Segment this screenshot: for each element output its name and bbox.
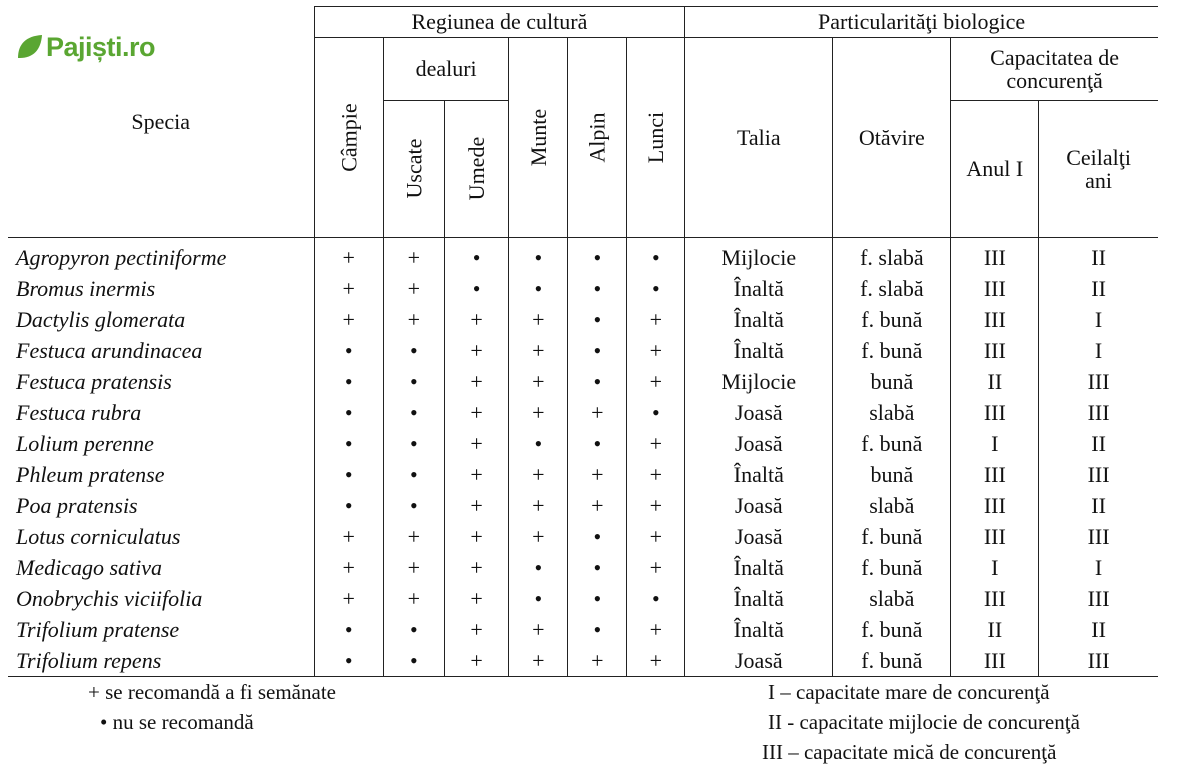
munte-cell: + <box>509 304 568 335</box>
alpin-cell: + <box>568 645 627 677</box>
umede-cell: + <box>444 645 509 677</box>
talia-cell: Mijlocie <box>685 238 833 274</box>
table-row <box>8 583 1158 614</box>
talia-cell: Joasă <box>685 645 833 677</box>
species-name: Phleum pratense <box>8 459 314 490</box>
munte-cell: + <box>509 459 568 490</box>
ceilalti-cell: III <box>1039 397 1158 428</box>
talia-cell: Joasă <box>685 490 833 521</box>
species-name: Trifolium pratense <box>8 614 314 645</box>
talia-cell: Joasă <box>685 521 833 552</box>
alpin-cell: + <box>568 490 627 521</box>
campie-cell: • <box>314 490 383 521</box>
lunci-cell: + <box>627 335 685 366</box>
munte-cell: • <box>509 428 568 459</box>
table-row <box>8 335 1158 366</box>
lunci-cell: • <box>627 583 685 614</box>
otavire-cell: f. bună <box>833 614 951 645</box>
munte-cell: + <box>509 335 568 366</box>
munte-cell: • <box>509 238 568 274</box>
logo-text: Pajiști.ro <box>46 31 156 62</box>
munte-cell: • <box>509 273 568 304</box>
otavire-cell: slabă <box>833 490 951 521</box>
otavire-header: Otăvire <box>833 38 951 238</box>
umede-cell: + <box>444 428 509 459</box>
legend-dot: • nu se recomandă <box>100 710 254 734</box>
lunci-cell: + <box>627 521 685 552</box>
alpin-cell: • <box>568 614 627 645</box>
species-name: Lotus corniculatus <box>8 521 314 552</box>
umede-cell: + <box>444 366 509 397</box>
lunci-cell: + <box>627 490 685 521</box>
lunci-header: Lunci <box>627 38 685 238</box>
anul1-cell: III <box>951 397 1039 428</box>
table-row <box>8 459 1158 490</box>
ceilalti-cell: II <box>1039 238 1158 274</box>
lunci-cell: + <box>627 645 685 677</box>
species-name: Lolium perenne <box>8 428 314 459</box>
alpin-cell: • <box>568 304 627 335</box>
ceilalti-cell: I <box>1039 335 1158 366</box>
lunci-cell: + <box>627 459 685 490</box>
table-row <box>8 238 1158 274</box>
umede-header: Umede <box>444 101 509 238</box>
umede-cell: + <box>444 397 509 428</box>
campie-cell: • <box>314 335 383 366</box>
bio-group-header: Particularităţi biologice <box>685 7 1158 38</box>
munte-cell: + <box>509 645 568 677</box>
otavire-cell: f. bună <box>833 428 951 459</box>
umede-cell: + <box>444 304 509 335</box>
alpin-cell: • <box>568 583 627 614</box>
uscate-cell: + <box>383 273 444 304</box>
ceilalti-cell: III <box>1039 645 1158 677</box>
capacitate-header: Capacitatea de concurenţă <box>951 38 1158 101</box>
campie-cell: + <box>314 521 383 552</box>
table-row <box>8 645 1158 677</box>
uscate-cell: • <box>383 490 444 521</box>
campie-cell: + <box>314 304 383 335</box>
uscate-cell: • <box>383 366 444 397</box>
otavire-cell: bună <box>833 366 951 397</box>
alpin-cell: • <box>568 521 627 552</box>
table-row <box>8 366 1158 397</box>
campie-cell: • <box>314 645 383 677</box>
otavire-cell: slabă <box>833 583 951 614</box>
alpin-cell: • <box>568 428 627 459</box>
anul1-cell: III <box>951 238 1039 274</box>
uscate-cell: + <box>383 238 444 274</box>
otavire-cell: f. slabă <box>833 238 951 274</box>
species-name: Bromus inermis <box>8 273 314 304</box>
uscate-cell: + <box>383 583 444 614</box>
uscate-cell: + <box>383 521 444 552</box>
anul1-cell: I <box>951 552 1039 583</box>
species-name: Festuca pratensis <box>8 366 314 397</box>
munte-cell: + <box>509 490 568 521</box>
legend-cap2: II - capacitate mijlocie de concurenţă <box>768 710 1080 734</box>
umede-cell: + <box>444 614 509 645</box>
anul1-cell: III <box>951 583 1039 614</box>
talia-cell: Înaltă <box>685 459 833 490</box>
legend-cap1: I – capacitate mare de concurenţă <box>768 680 1050 704</box>
ceilalti-cell: III <box>1039 583 1158 614</box>
uscate-cell: + <box>383 552 444 583</box>
ceilalti-cell: II <box>1039 490 1158 521</box>
species-table <box>8 6 1158 677</box>
anul1-cell: II <box>951 366 1039 397</box>
anul1-cell: III <box>951 273 1039 304</box>
alpin-cell: + <box>568 397 627 428</box>
talia-cell: Înaltă <box>685 614 833 645</box>
table-row <box>8 490 1158 521</box>
table-header <box>8 7 1158 238</box>
table-row <box>8 521 1158 552</box>
anul1-cell: III <box>951 490 1039 521</box>
table-row <box>8 428 1158 459</box>
talia-cell: Înaltă <box>685 583 833 614</box>
species-name: Agropyron pectiniforme <box>8 238 314 274</box>
otavire-cell: f. bună <box>833 304 951 335</box>
umede-cell: + <box>444 490 509 521</box>
lunci-cell: • <box>627 273 685 304</box>
talia-cell: Joasă <box>685 397 833 428</box>
campie-cell: • <box>314 614 383 645</box>
umede-cell: • <box>444 273 509 304</box>
table-row <box>8 273 1158 304</box>
campie-cell: + <box>314 238 383 274</box>
species-name: Trifolium repens <box>8 645 314 677</box>
ceilalti-cell: I <box>1039 552 1158 583</box>
otavire-cell: bună <box>833 459 951 490</box>
anul1-cell: I <box>951 428 1039 459</box>
anul1-cell: III <box>951 459 1039 490</box>
uscate-cell: • <box>383 335 444 366</box>
otavire-cell: f. bună <box>833 645 951 677</box>
campie-header: Câmpie <box>314 38 383 238</box>
lunci-cell: • <box>627 397 685 428</box>
species-name: Poa pratensis <box>8 490 314 521</box>
species-name: Festuca rubra <box>8 397 314 428</box>
legend-cap3: III – capacitate mică de concurenţă <box>762 740 1057 764</box>
anul1-header: Anul I <box>951 101 1039 238</box>
species-name: Medicago sativa <box>8 552 314 583</box>
species-name: Onobrychis viciifolia <box>8 583 314 614</box>
uscate-cell: + <box>383 304 444 335</box>
munte-cell: + <box>509 397 568 428</box>
anul1-cell: III <box>951 335 1039 366</box>
talia-cell: Înaltă <box>685 335 833 366</box>
talia-header: Talia <box>685 38 833 238</box>
species-name: Festuca arundinacea <box>8 335 314 366</box>
campie-cell: + <box>314 273 383 304</box>
lunci-cell: + <box>627 614 685 645</box>
munte-header: Munte <box>509 38 568 238</box>
table-row <box>8 397 1158 428</box>
ceilalti-header: Ceilalţi ani <box>1039 101 1158 238</box>
alpin-cell: • <box>568 366 627 397</box>
campie-cell: • <box>314 397 383 428</box>
talia-cell: Mijlocie <box>685 366 833 397</box>
talia-cell: Înaltă <box>685 273 833 304</box>
munte-cell: • <box>509 552 568 583</box>
campie-cell: • <box>314 459 383 490</box>
otavire-cell: f. bună <box>833 335 951 366</box>
campie-cell: + <box>314 552 383 583</box>
otavire-cell: f. slabă <box>833 273 951 304</box>
munte-cell: + <box>509 614 568 645</box>
ceilalti-cell: III <box>1039 459 1158 490</box>
table-row <box>8 552 1158 583</box>
anul1-cell: III <box>951 304 1039 335</box>
alpin-cell: • <box>568 238 627 274</box>
umede-cell: • <box>444 238 509 274</box>
otavire-cell: f. bună <box>833 521 951 552</box>
table-row <box>8 614 1158 645</box>
alpin-cell: • <box>568 273 627 304</box>
ceilalti-cell: II <box>1039 614 1158 645</box>
munte-cell: • <box>509 583 568 614</box>
dealuri-header: dealuri <box>383 38 508 101</box>
anul1-cell: III <box>951 521 1039 552</box>
table-body <box>8 238 1158 677</box>
otavire-cell: slabă <box>833 397 951 428</box>
ceilalti-cell: III <box>1039 521 1158 552</box>
talia-cell: Înaltă <box>685 552 833 583</box>
munte-cell: + <box>509 366 568 397</box>
umede-cell: + <box>444 583 509 614</box>
lunci-cell: + <box>627 366 685 397</box>
species-header: Specia <box>8 7 314 238</box>
region-group-header: Regiunea de cultură <box>314 7 685 38</box>
uscate-header: Uscate <box>383 101 444 238</box>
uscate-cell: • <box>383 428 444 459</box>
uscate-cell: • <box>383 459 444 490</box>
lunci-cell: + <box>627 428 685 459</box>
umede-cell: + <box>444 335 509 366</box>
umede-cell: + <box>444 459 509 490</box>
uscate-cell: • <box>383 645 444 677</box>
alpin-cell: + <box>568 459 627 490</box>
ceilalti-cell: III <box>1039 366 1158 397</box>
campie-cell: • <box>314 428 383 459</box>
umede-cell: + <box>444 552 509 583</box>
campie-cell: + <box>314 583 383 614</box>
species-name: Dactylis glomerata <box>8 304 314 335</box>
talia-cell: Joasă <box>685 428 833 459</box>
ceilalti-cell: II <box>1039 273 1158 304</box>
legend-plus: + se recomandă a fi semănate <box>88 680 336 704</box>
table-row <box>8 304 1158 335</box>
talia-cell: Înaltă <box>685 304 833 335</box>
lunci-cell: • <box>627 238 685 274</box>
ceilalti-cell: II <box>1039 428 1158 459</box>
alpin-cell: • <box>568 335 627 366</box>
otavire-cell: f. bună <box>833 552 951 583</box>
lunci-cell: + <box>627 552 685 583</box>
uscate-cell: • <box>383 397 444 428</box>
anul1-cell: III <box>951 645 1039 677</box>
anul1-cell: II <box>951 614 1039 645</box>
uscate-cell: • <box>383 614 444 645</box>
lunci-cell: + <box>627 304 685 335</box>
ceilalti-cell: I <box>1039 304 1158 335</box>
alpin-header: Alpin <box>568 38 627 238</box>
alpin-cell: • <box>568 552 627 583</box>
munte-cell: + <box>509 521 568 552</box>
umede-cell: + <box>444 521 509 552</box>
campie-cell: • <box>314 366 383 397</box>
